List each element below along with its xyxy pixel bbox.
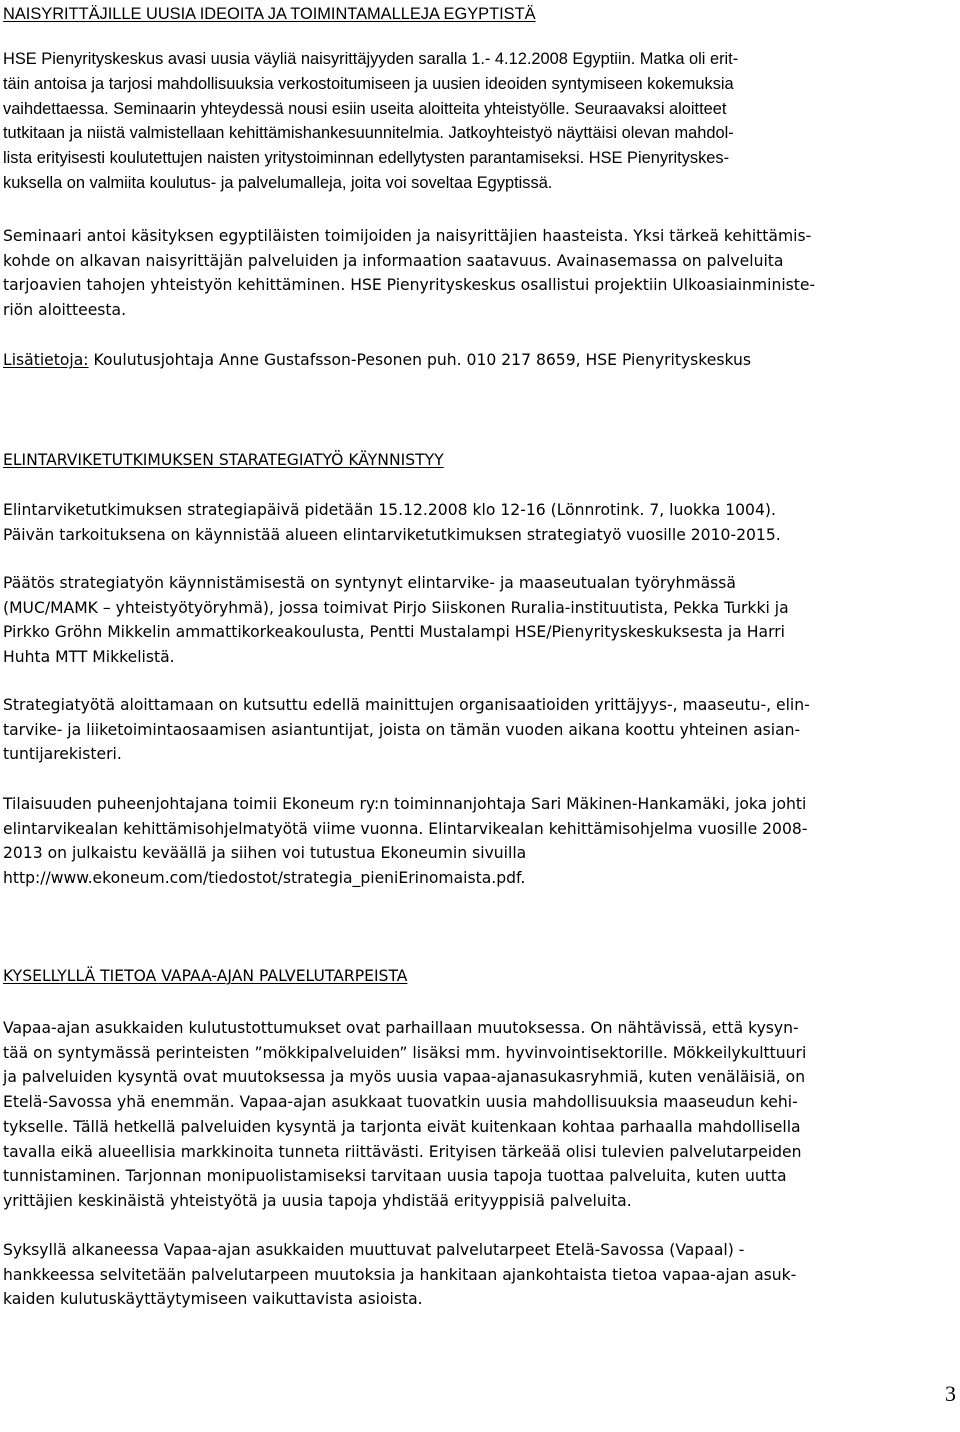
contact-line [3, 348, 949, 373]
text-line: yrittäjien keskinäistä yhteistyötä ja uusia tapoja yhdistää erityyppisiä palveluita. [3, 1191, 632, 1210]
text-line: Pirkko Gröhn Mikkelin ammattikorkeakoulusta, Pentti Mustalampi HSE/Pienyrityskeskuksesta ja Harri [3, 623, 785, 642]
contact-label: Lisätietoja: [3, 351, 89, 369]
text-line: täin antoisa ja tarjosi mahdollisuuksia verkostoitumiseen ja uusien ideoiden syntymiseen kokemuksia [3, 74, 734, 93]
section-heading-egypt: NAISYRITTÄJILLE UUSIA IDEOITA JA TOIMINTAMALLEJA EGYPTISTÄ [3, 5, 536, 23]
text-line: vaihdettaessa. Seminaarin yhteydessä nousi esiin useita aloitteita yhteistyölle. Seuraavaksi aloitteet [3, 99, 727, 118]
text-line: tarjoavien tahojen yhteistyön kehittäminen. HSE Pienyrityskeskus osallistui projektiin Ulkoasiainministe- [3, 276, 816, 295]
contact-text: Koulutusjohtaja Anne Gustafsson-Pesonen puh. 010 217 8659, HSE Pienyrityskeskus [88, 351, 752, 369]
text-line: elintarvikealan kehittämisohjelmatyötä viime vuonna. Elintarvikealan kehittämisohjelma vuosille 2008- [3, 819, 808, 838]
text-line: Päivän tarkoituksena on käynnistää alueen elintarviketutkimuksen strategiatyö vuosille 2010-2015. [3, 525, 781, 544]
contact-info [3, 348, 949, 373]
text-line: tavalla eikä alueellisia markkinoita tunneta riittävästi. Erityisen tärkeää olisi tulevien palvelutarpeiden [3, 1142, 802, 1161]
text-line: tutkitaan ja niistä valmistellaan kehittämishankesuunnitelmia. Jatkoyhteistyö näyttäisi olevan mahdol- [3, 124, 734, 143]
url-text: http://www.ekoneum.com/tiedostot/strategia_pieniErinomaista.pdf. [3, 869, 526, 888]
text-line: Seminaari antoi käsityksen egyptiläisten toimijoiden ja naisyrittäjien haasteista. Yksi tärkeä kehittämis- [3, 227, 812, 245]
text-line: Vapaa-ajan asukkaiden kulutustottumukset ovat parhaillaan muutoksessa. On nähtävissä, että kysyn- [3, 1019, 799, 1037]
text-line: Elintarviketutkimuksen strategiapäivä pidetään 15.12.2008 klo 12-16 (Lönnrotink. 7, luokka 1004). [3, 501, 776, 519]
text-line: kaiden kulutuskäyttäytymiseen vaikuttavista asioista. [3, 1290, 423, 1309]
paragraph-food-3 [3, 693, 949, 767]
text-line: (MUC/MAMK – yhteistyötyöryhmä), jossa toimivat Pirjo Siiskonen Ruralia-instituutista, Pekka Turkki ja [3, 598, 789, 617]
paragraph-egypt-1 [3, 47, 949, 196]
text-line: kohde on alkavan naisyrittäjän palveluiden ja informaation saatavuus. Avainasemassa on palveluita [3, 251, 784, 270]
text-line: HSE Pienyrityskeskus avasi uusia väyliä naisyrittäjyyden saralla 1.- 4.12.2008 Egyptiin. Matka oli erit- [3, 50, 739, 68]
text-line: Tilaisuuden puheenjohtajana toimii Ekoneum ry:n toiminnanjohtaja Sari Mäkinen-Hankamäki, joka johti [3, 795, 807, 813]
paragraph-food-4 [3, 792, 949, 891]
paragraph-food-1 [3, 498, 949, 547]
text-line: Strategiatyötä aloittamaan on kutsuttu edellä mainittujen organisaatioiden yrittäjyys-, maaseutu-, elin- [3, 696, 810, 714]
text-line: kuksella on valmiita koulutus- ja palvelumalleja, joita voi soveltaa Egyptissä. [3, 173, 553, 192]
page-number: 3 [945, 1381, 956, 1406]
section-heading-food-research: ELINTARVIKETUTKIMUKSEN STARATEGIATYÖ KÄYNNISTYY [3, 451, 444, 469]
paragraph-food-2 [3, 571, 949, 670]
text-line: Syksyllä alkaneessa Vapaa-ajan asukkaiden muuttuvat palvelutarpeet Etelä-Savossa (Vapaal) - [3, 1241, 745, 1259]
text-line: tuntijarekisteri. [3, 745, 122, 764]
text-line: tykselle. Tällä hetkellä palveluiden kysyntä ja tarjonta eivät kuitenkaan kohtaa parhaalla mahdollisella [3, 1117, 801, 1136]
text-line: ja palveluiden kysyntä ovat muutoksessa ja myös uusia vapaa-ajanasukasryhmiä, kuten venäläisiä, on [3, 1068, 806, 1087]
text-line: Päätös strategiatyön käynnistämisestä on syntynyt elintarvike- ja maaseutualan työryhmässä [3, 574, 736, 592]
paragraph-leisure-1 [3, 1016, 949, 1214]
paragraph-egypt-2 [3, 224, 949, 323]
paragraph-leisure-2 [3, 1238, 949, 1312]
text-line: tarvike- ja liiketoimintaosaamisen asiantuntijat, joista on tämän vuoden aikana koottu yhteinen asian- [3, 720, 801, 739]
text-line: riön aloitteesta. [3, 301, 127, 320]
text-line: tää on syntymässä perinteisten ”mökkipalveluiden” lisäksi mm. hyvinvointisektorille. Mökkeilykulttuuri [3, 1043, 807, 1062]
text-line: tunnistaminen. Tarjonnan monipuolistamiseksi tarvitaan uusia tapoja tuottaa palveluita, kuten uutta [3, 1167, 787, 1186]
section-heading-leisure-survey: KYSELLYLLÄ TIETOA VAPAA-AJAN PALVELUTARPEISTA [3, 967, 408, 985]
text-line: Etelä-Savossa yhä enemmän. Vapaa-ajan asukkaat tuovatkin uusia mahdollisuuksia maaseudun kehi- [3, 1093, 798, 1112]
text-line: Huhta MTT Mikkelistä. [3, 648, 175, 667]
text-line: hankkeessa selvitetään palvelutarpeen muutoksia ja hankitaan ajankohtaista tietoa vapaa-ajan asuk- [3, 1265, 797, 1284]
text-line: 2013 on julkaistu keväällä ja siihen voi tutustua Ekoneumin sivuilla [3, 844, 527, 863]
text-line: lista erityisesti koulutettujen naisten yritystoiminnan edellytysten parantamiseksi. HSE Pienyrityskes- [3, 149, 730, 168]
